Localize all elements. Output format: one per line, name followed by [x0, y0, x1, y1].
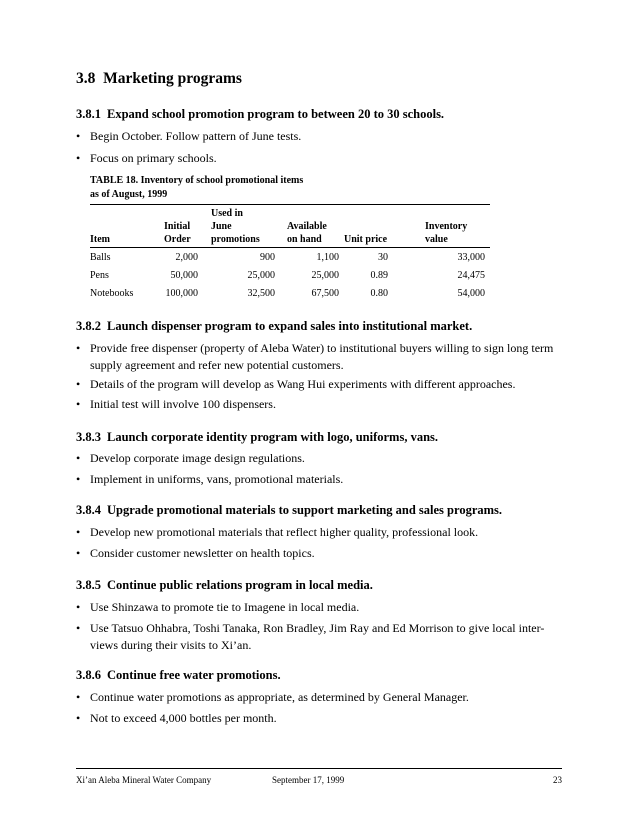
subsection-3-8-5-heading: 3.8.5 Continue public relations program in local media.	[76, 578, 373, 592]
table-cell-item: Pens	[90, 270, 109, 281]
bullet-item: • Focus on primary schools.	[76, 151, 217, 165]
col-header-initial-order: Initial Order	[164, 221, 191, 245]
table-cell-price: 30	[378, 252, 388, 263]
bullet-item: • Use Tatsuo Ohhabra, Toshi Tanaka, Ron Bradley, Jim Ray and Ed Morrison to give local inter-views during their visits to Xi’an.	[76, 621, 545, 652]
bullet-item: • Not to exceed 4,000 bottles per month.	[76, 711, 277, 725]
table-cell-item: Notebooks	[90, 288, 134, 299]
col-header-used: Used in June promotions	[211, 208, 260, 245]
table-cell-used: 900	[260, 252, 275, 263]
page-number: 23	[553, 775, 562, 785]
subsection-3-8-6-heading: 3.8.6 Continue free water promotions.	[76, 668, 281, 682]
col-header-inventory-value: Inventory value	[425, 221, 468, 245]
bullet-item: • Continue water promotions as appropriate, as determined by General Manager.	[76, 690, 469, 704]
footer-date: September 17, 1999	[272, 775, 345, 785]
table-cell-price: 0.89	[370, 270, 388, 281]
col-header-item: Item	[90, 234, 110, 245]
bullet-item: • Consider customer newsletter on health topics.	[76, 546, 315, 560]
table-cell-item: Balls	[90, 252, 111, 263]
table-cell-price: 0.80	[370, 288, 388, 299]
subsection-3-8-3-heading: 3.8.3 Launch corporate identity program with logo, uniforms, vans.	[76, 430, 439, 444]
section-number: 3.8	[76, 70, 96, 87]
table-cell-available: 67,500	[311, 288, 339, 299]
bullet-item: • Provide free dispenser (property of Aleba Water) to institutional buyers willing to sign long term supply agreement and refer new potential customers.	[76, 341, 554, 372]
table-cell-initial: 50,000	[170, 270, 198, 281]
table-caption: TABLE 18. Inventory of school promotional items as of August, 1999	[90, 175, 304, 200]
bullet-item: • Develop corporate image design regulations.	[76, 451, 305, 465]
bullet-item: • Develop new promotional materials that reflect higher quality, professional look.	[76, 525, 479, 539]
table-cell-value: 24,475	[457, 270, 485, 281]
bullet-item: • Begin October. Follow pattern of June tests.	[76, 129, 302, 143]
table-top-rule	[90, 204, 490, 205]
table-cell-initial: 100,000	[165, 288, 198, 299]
table-cell-initial: 2,000	[175, 252, 198, 263]
table-cell-available: 1,100	[316, 252, 339, 263]
table-cell-used: 25,000	[247, 270, 275, 281]
table-cell-used: 32,500	[247, 288, 275, 299]
bullet-item: • Implement in uniforms, vans, promotional materials.	[76, 472, 344, 486]
section-heading	[76, 70, 242, 88]
subsection-3-8-2-heading: 3.8.2 Launch dispenser program to expand sales into institutional market.	[76, 319, 473, 333]
subsection-3-8-1-heading: 3.8.1 Expand school promotion program to between 20 to 30 schools.	[76, 107, 445, 121]
footer-rule	[76, 768, 562, 769]
bullet-item: • Details of the program will develop as Wang Hui experiments with different approaches.	[76, 377, 516, 391]
footer-company: Xi’an Aleba Mineral Water Company	[76, 775, 212, 785]
col-header-unit-price: Unit price	[344, 234, 388, 245]
section-title: Marketing programs	[103, 70, 242, 87]
table-header-rule	[90, 247, 490, 248]
table-cell-available: 25,000	[311, 270, 339, 281]
col-header-available: Available on hand	[287, 221, 327, 245]
table-cell-value: 54,000	[457, 288, 485, 299]
subsection-3-8-4-heading: 3.8.4 Upgrade promotional materials to support marketing and sales programs.	[76, 503, 503, 517]
bullet-item: • Initial test will involve 100 dispensers.	[76, 397, 276, 411]
bullet-item: • Use Shinzawa to promote tie to Imagene in local media.	[76, 600, 360, 614]
table-cell-value: 33,000	[457, 252, 485, 263]
